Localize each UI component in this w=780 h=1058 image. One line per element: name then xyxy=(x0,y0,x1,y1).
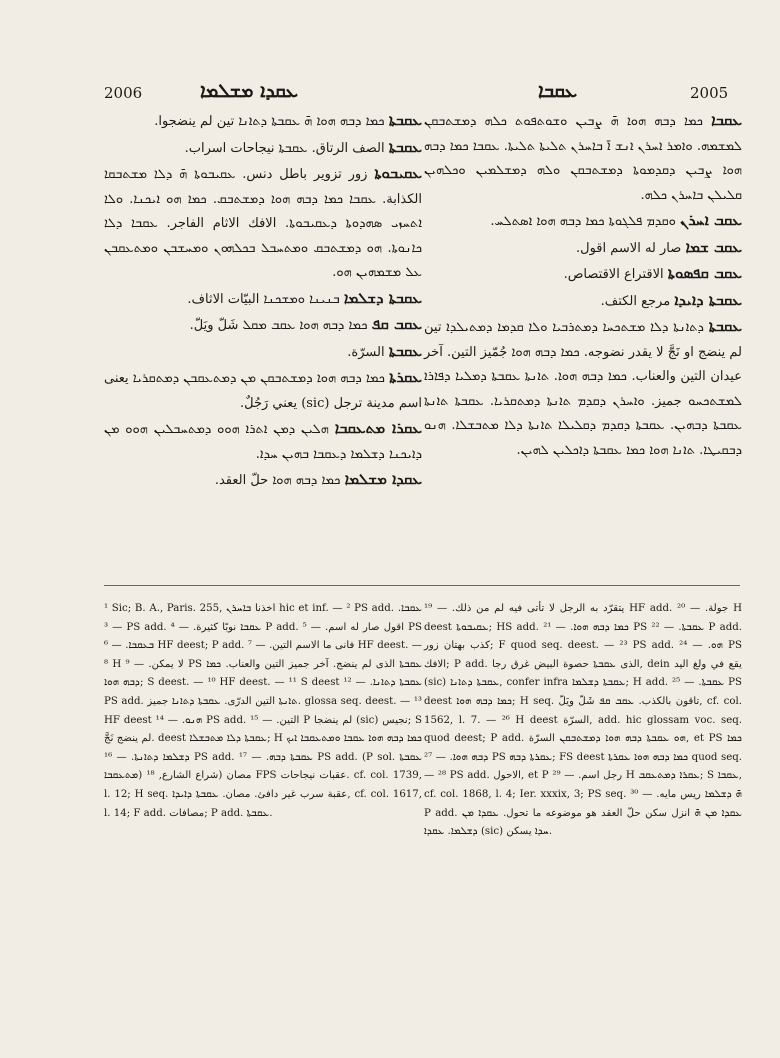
entry-text: الصف الرتاق. ܥܩܒܬܐ نيجاحات اسراب. xyxy=(184,140,385,156)
entry-text: ܘܩܕܡ ܦܠܓܘܬܐ ܟܡܐ ܕܒܗ ܗܘܐ ܐܣܬܠܚ. xyxy=(490,214,676,229)
entry-text: صار له الاسم اقول. xyxy=(576,240,682,256)
dictionary-entry xyxy=(424,261,742,288)
left-text-column xyxy=(104,108,422,494)
entry-text: ܒܢܝܢܐ ܘܡܫܟܢܐ البيّات الاثاف. xyxy=(187,291,340,307)
entry-text: ܟܡܐ ܕܒܗ ܗܘܐ ܥܩܒ ܡܩܠ شَلّ ويَلّ. xyxy=(189,318,368,333)
entry-lemma: ܥܩܒܐ xyxy=(711,111,742,129)
right-footnotes xyxy=(424,600,742,842)
entry-text: ܟܡܐ ܕܒܗ ܗܘܐ حلّ العقد. xyxy=(214,473,341,488)
right-running-title: ܥܩܒܐ xyxy=(538,80,578,102)
dictionary-entry xyxy=(424,108,742,208)
dictionary-entry xyxy=(424,235,742,262)
left-running-title: ܥܩܕܐ ܡܫܠܡܐ xyxy=(200,80,299,102)
dictionary-entry xyxy=(424,208,742,235)
left-page-number: 2006 xyxy=(104,84,143,102)
entry-lemma: ܥܩܝܒܘܬܐ xyxy=(374,164,422,182)
left-footnotes xyxy=(104,600,422,823)
footnote-text: ¹ Sic; B. A., Paris. 255, اخذنا ܒܐܚܪܢ hic et inf. — ² PS add. ܥܩܒܐ. — ³ PS add. ܥܩܒܐ نوبًا كثيرة. — ⁴ P add. اقول صار له اسم. — ⁵ PS ܒܥܩܒܐ. — ⁶ HF deest; P add. فانى ما الاسم التين. — ⁷ HF deest. — ⁸ H لا يمكن. — ⁹ PS ܥܩܒܬܐ الذى لم ينضج. آخر جميز التين والعناب. ܟܡܐ ܕܒܗ ܗܘܐ; S deest. — ¹⁰ HF deest. — ¹¹ S deest ܥܩܒܬܐ ܕܬܐܢܐ. — ¹² PS add. ܬܐܢܬܐ التين الدرّى. ܥܩܒܬܐ ܕܬܐܢܐ جميز. glossa seq. deest. — ¹³ HF deest ܗܢܘ. — ¹⁴ PS add. التين. — ¹⁵ P لم ينضجا (sic) نجيس; S لم ينضج نَجَّ. deest ܥܩܒܬܐ ܕܠܐ ܡܬܒܫܠܐ; H ܟܡܐ ܕܒܗ ܗܘܐ ܥܩܒܐ ܘܡܬܥܩܒܐ ܐܝܟ ܕܫܠܡܐ ܕܬܐܢܬܐ. — ¹⁶ PS add. ܥܩܒܬܐ ܕܒܗ. — ¹⁷ PS add. (P sol. ܥܩܒܬܐ ܡܬܥܩܒܐ) مصان (شراع الشارع, ¹⁸ FPS عقبات نيجاحات. cf. col. 1739, l. 12; H seq. عقبة سرب غير دافئ. مصان. ܥܩܒܬܐ ܕܐܝܕܐ, cf. col. 1617, l. 14; F add. مصافات; P add. ܥܩܒܬܐ. xyxy=(104,603,423,819)
entry-text: السرّة. xyxy=(347,344,385,360)
dictionary-entry xyxy=(104,135,422,162)
entry-lemma: ܥܩܕܐ ܡܫܠܡܐ xyxy=(344,470,422,488)
dictionary-entry xyxy=(104,286,422,313)
footnote-text: يتقرّد به الرجل لا تأتى فيه لم من ذلك. — ¹⁹ HF add. جولة. — ²⁰ H deest ܥܩܝܒܘܬܐ; HS add. ܟܡܐ ܕܒܗ ܗܘܐ. — ²¹ PS ܥܩܒܬܐ. — ²² P add. كذب بهتان زور; F quod seq. deest. — ²³ PS add. ܗܘ. — ²⁴ PS الافك; P add. الذى ܥܩܒܬܐ حصوة البيض غرق رجا, dein يقع في ولغ اليد (sic) ܥܩܒܬܐ ܕܬܐܢܐ, confer infra ܥܩܒܬܐ ܕܫܠܡܐ; H add. ܥܩܒܬܐ. — ²⁵ PS deest ܟܡܐ ܕܒܗ ܗܘܐ; H seq. تاقون بالكذب. ܥܩܒ ܩܦ شَلّ ويَلّ, cf. col. 1562, l. 7. — ²⁶ H deest السرّة, add. hic glossam voc. seq. quod deest; P add. ܗܘ ܥܩܒܬܐ ܕܒܗ ܗܘܐ ܕܡܫܬܒܩܢ السرّة, et PS ܟܡܐ ܕܒܗ ܗܘܐ. — ²⁷ PS ܥܩܪܬܐ ܕܒܗ; FS deest ܟܡܐ ܕܒܗ ܗܘܐ ܥܩܪܬܐ quod seq. — ²⁸ PS add. الاحول, et P رجل اسم. — ²⁹ H ܥܩܪܐ ܕܡܬܥܩܒ; S ܥܩܒܐ, cf. col. 1868, l. 4; Ier. xxxix, 3; PS seq. ܗ̄ ܕܫܠܡܐ ريس مايه. — ³⁰ P add. ܥܩܕܐ ܡܢ ܗ̄ انزل سكن حلّ العقد هو موضوعه ما تحول. ܥܩܕܐ ܡܢ ܕܫܠܡܐ. ܥܩܕܐ (sic) ܚܕܐ يسكن. xyxy=(424,603,743,838)
dictionary-entry xyxy=(424,288,742,315)
entry-lemma: ܥܩܒ ܫܡܐ xyxy=(685,237,742,256)
right-text-column xyxy=(424,108,742,463)
entry-lemma: ܥܩܪܐ ܡܬܥܩܒܐ xyxy=(334,419,422,437)
entry-text: ܟܡܐ ܕܒܗ ܗܘܐ ܗ̄ ܥܩܒܬܐ ܕܬܐܢܐ تين لم ينضجوا. xyxy=(154,114,385,129)
right-page-number: 2005 xyxy=(690,84,729,102)
entry-lemma: ܥܩܒܬܐ xyxy=(708,317,742,335)
entry-lemma: ܥܩܒܬܐ ܕܫܠܡܐ xyxy=(343,288,422,307)
entry-text: الاقتراع الاقتصاص. xyxy=(563,267,664,282)
entry-lemma: ܥܩܪܬܐ xyxy=(389,368,422,386)
entry-lemma: ܥܩܒܬܐ xyxy=(388,111,422,129)
dictionary-entry xyxy=(104,339,422,366)
dictionary-entry xyxy=(104,416,422,467)
entry-text: مرجع الكتف. xyxy=(600,293,671,309)
dictionary-entry xyxy=(424,314,742,463)
entry-text: ܟܡܐ ܕܒܗ ܗܘܐ ܕܡܫܬܒܩܢ ܡܢ ܕܡܬܥܩܒܢ ܕܡܬܩܪܝܐ يعنى اسم مدينة ترجل (sic) يعني رَجُلٌ. xyxy=(104,371,422,411)
entry-text: ܗܠܝܢ ܕܡܢ ܐܬܪܐ ܗܘܘ ܕܡܬܚܒܠܝܢ ܗܘܘ ܡܢ ܕܐܝܟܢܐ ܕܫܠܡܐ ܕܥܩܒܐ ܒܗܝܢ ܚܕܐ. xyxy=(104,422,422,462)
entry-lemma: ܥܩܒܬܐ xyxy=(388,341,422,360)
entry-lemma: ܥܩܒ ܩܦܣܘܬܐ xyxy=(667,264,742,282)
entry-text: ܟܡܐ ܕܒܗ ܗܘܐ ܗ̄ ܨܒܝܢ ܘܫܘܬܦܘܬ ܟܠܗ ܕܡܫܬܒܩܢ ܠܡܫܡܗ. ܘܐܡܪ ܐܚܪܢ ܐܢܫ ܐ̄ ܒܐܚܪܢ ܬܠܝܬܐ ܬܠܝܬܐ. ܥܩܒܐ ܟܡܐ ܕܒܗ ܗܘܐ ܨܒܝܢ ܕܩܕܡܘܬܐ ܕܡܫܬܒܩܢ ܘܠܗ ܕܡܫܠܡܝܢ ܘܟܠܗܝܢ ܩܠܝܠܢ ܒܐܚܪܢ ܟܠܗ. xyxy=(424,114,742,203)
footnote-divider xyxy=(104,585,740,586)
dictionary-entry xyxy=(104,108,422,135)
dictionary-entry xyxy=(104,312,422,339)
dictionary-entry xyxy=(104,467,422,494)
dictionary-entry xyxy=(104,365,422,416)
entry-lemma: ܥܩܒܬܐ ܕܐܝܕܐ xyxy=(674,290,742,309)
entry-lemma: ܥܩܒ ܩܦ xyxy=(371,315,422,333)
entry-lemma: ܥܩܒܬܐ xyxy=(388,137,422,156)
entry-text: زور تزوير باطل دنس. ܥܩܝܒܘܬܐ ܗ̄ ܕܠܐ ܡܫܬܒܩܐ الكذابة. ܥܩܒܐ ܟܡܐ ܕܒܗ ܗܘܐ ܕܡܫܬܒܩ. ܟܡܐ ܗܘ ܐܝܟܢܐ. ܘܠܐ ܐܬܚܙܝ ܣܗܕܘܬܐ ܕܥܩܝܒܘܬܐ. الافك الاثام الفاجر. ܥܩܒܐ ܕܠܐ ܟܐܢܘܬܐ. ܗܘ ܕܡܫܬܒܩ ܘܡܬܚܒܠ ܒܟܠܗܘܢ ܘܡܚܫܒܢ ܘܡܬܥܩܒܢ ܥܠ ܡܫܡܗܝܢ ܗܘ. xyxy=(104,167,422,280)
entry-lemma: ܥܩܒ ܐܚܪܢ xyxy=(680,211,742,229)
entry-text: ܕܬܐܢܬܐ ܕܠܐ ܡܫܬܟܚܐ ܕܡܬܪܒܝܐ ܘܠܐ ܩܕܡܐ ܕܡܬܝܠܕܐ تين لم ينضج او نَجَّ لا يقدر نضوجه. ܟܡܐ ܕܒܗ ܗܘܐ جُمّيز التين. آخر عيدان التين والعناب. ܟܡܐ ܕܒܗ ܗܘܐ. ܬܐܢܬܐ ܥܩܒܬܐ ܕܡܠܝܐ ܕܦܐܪܐ ܠܡܫܬܟܚܘ جميز. ܘܐܚܪܢ ܕܩܕܡ ܬܐܢܬܐ ܕܡܬܩܪܝܐ. ܥܩܒܬܐ ܬܐܢܬܐ ܥܩܒܬܐ ܕܒܗܝܢ. ܥܩܒܬܐ ܕܩܕܡ ܕܩܠܝܠܐ ܬܐܢܬܐ ܕܠܐ ܡܬܒܫܠܐ. ܗܢܘ ܕܒܩܝܛܐ. ܬܐܢܐ ܗܘܐ ܟܡܐ ܥܩܒܬܐ ܕܐܟܠܝܢ ܠܗܝܢ. xyxy=(424,320,742,458)
dictionary-entry xyxy=(104,161,422,286)
